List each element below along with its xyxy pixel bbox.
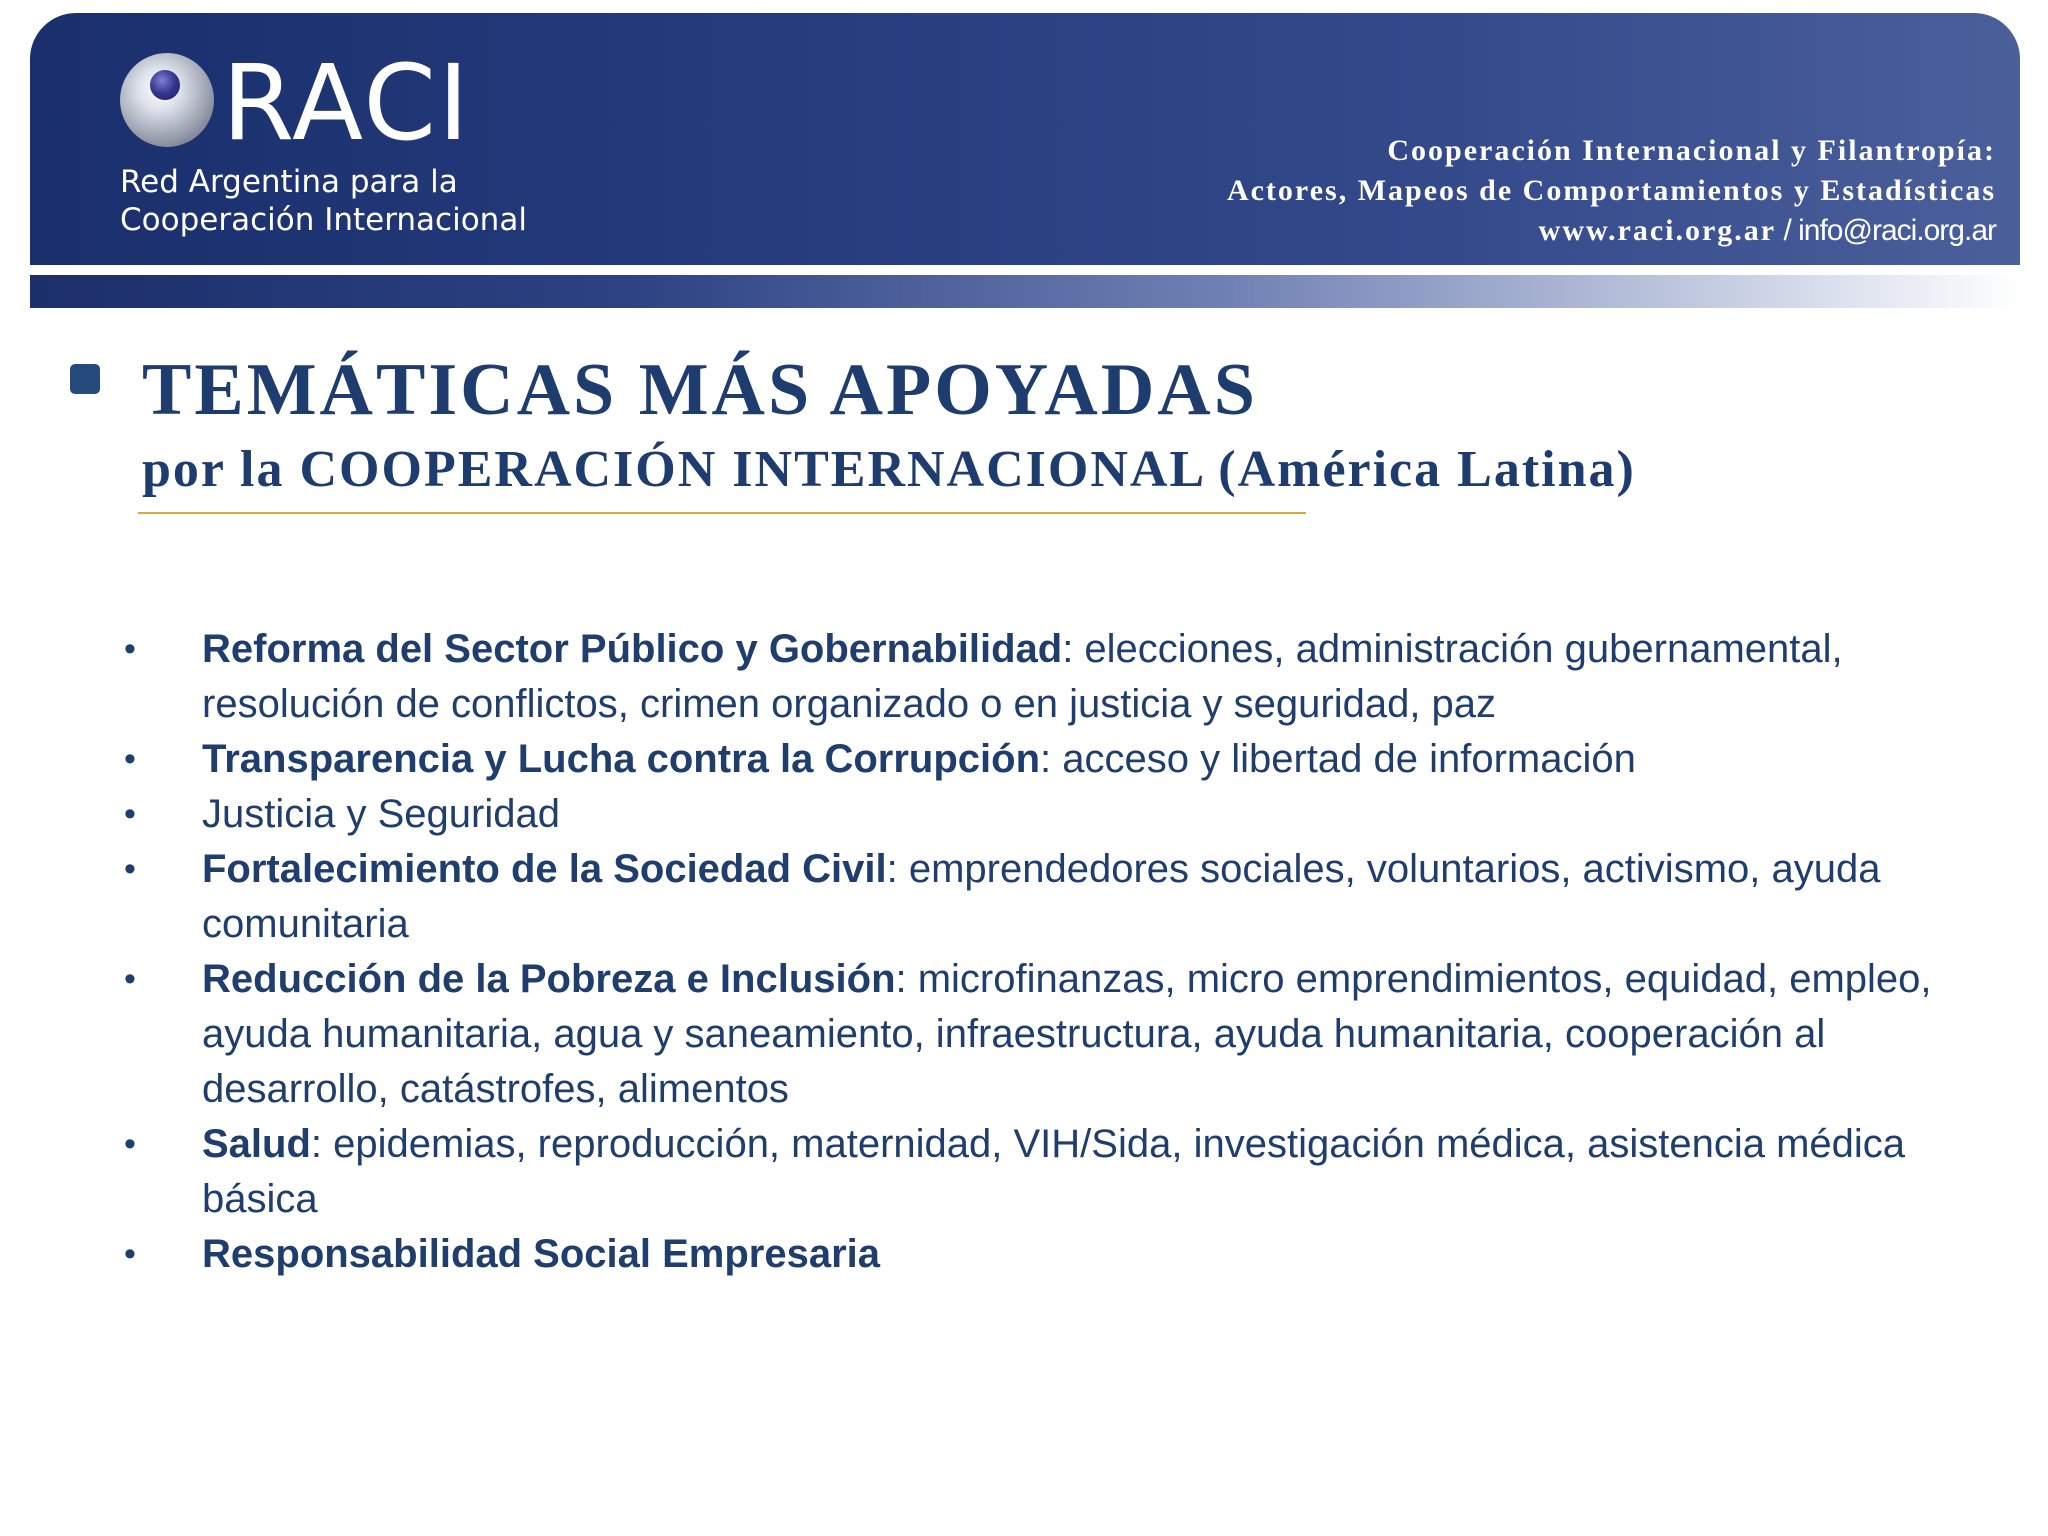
list-item-heading: Fortalecimiento de la Sociedad Civil [202, 847, 887, 891]
list-item-heading: Responsabilidad Social Empresaria [202, 1232, 881, 1276]
list-item-heading: Reducción de la Pobreza e Inclusión [202, 957, 896, 1001]
raci-logo-globe-icon [120, 53, 214, 147]
list-item [120, 1117, 1950, 1227]
header-banner [30, 13, 2020, 265]
list-item [120, 622, 1950, 732]
list-item-heading: Reforma del Sector Público y Gobernabilidad [202, 627, 1063, 671]
subtitle-underline [138, 512, 1306, 514]
list-item-detail: : microfinanzas, micro emprendimientos, equidad, empleo, ayuda humanitaria, agua y saneamiento, infraestructura, ayuda humanitaria, cooperación al desarrollo, catástrofes, alimentos [202, 957, 1932, 1111]
topics-list [120, 622, 1950, 1282]
header-contact [1227, 211, 1996, 251]
title-bullet-icon [70, 364, 100, 394]
header-info-line-1: Cooperación Internacional y Filantropía: [1387, 134, 1996, 167]
contact-separator: / [1776, 214, 1799, 247]
raci-logo-text: RACI [222, 42, 471, 164]
header-info-line-2: Actores, Mapeos de Comportamientos y Estadísticas [1226, 174, 1996, 207]
header-info [1227, 131, 1996, 251]
list-item-detail: : acceso y libertad de información [1040, 737, 1636, 781]
list-item-detail: Justicia y Seguridad [202, 792, 560, 836]
list-item-heading: Transparencia y Lucha contra la Corrupción [202, 737, 1041, 781]
logo-subtitle-line-1: Red Argentina para la [120, 164, 458, 200]
list-item [120, 732, 1950, 787]
list-item [120, 952, 1950, 1117]
page-subtitle: por la COOPERACIÓN INTERNACIONAL (América Latina) [142, 441, 1636, 498]
email-link[interactable]: info@raci.org.ar [1798, 214, 1996, 247]
list-item-detail: : elecciones, administración gubernamental, resolución de conflictos, crimen organizado o en justicia y seguridad, paz [202, 627, 1843, 726]
list-item-detail: : emprendedores sociales, voluntarios, activismo, ayuda comunitaria [202, 847, 1881, 946]
list-item [120, 787, 1950, 842]
raci-logo-dot-icon [150, 70, 180, 100]
list-item [120, 1227, 1950, 1282]
raci-logo-subtitle [120, 163, 527, 239]
header-gradient-strip [30, 275, 2020, 308]
list-item-detail: : epidemias, reproducción, maternidad, VIH/Sida, investigación médica, asistencia médica básica [202, 1122, 1906, 1221]
list-item [120, 842, 1950, 952]
website-link[interactable]: www.raci.org.ar [1538, 214, 1777, 247]
page-title: TEMÁTICAS MÁS APOYADAS [142, 349, 1258, 431]
logo-subtitle-line-2: Cooperación Internacional [120, 202, 527, 238]
list-item-heading: Salud [202, 1122, 311, 1166]
